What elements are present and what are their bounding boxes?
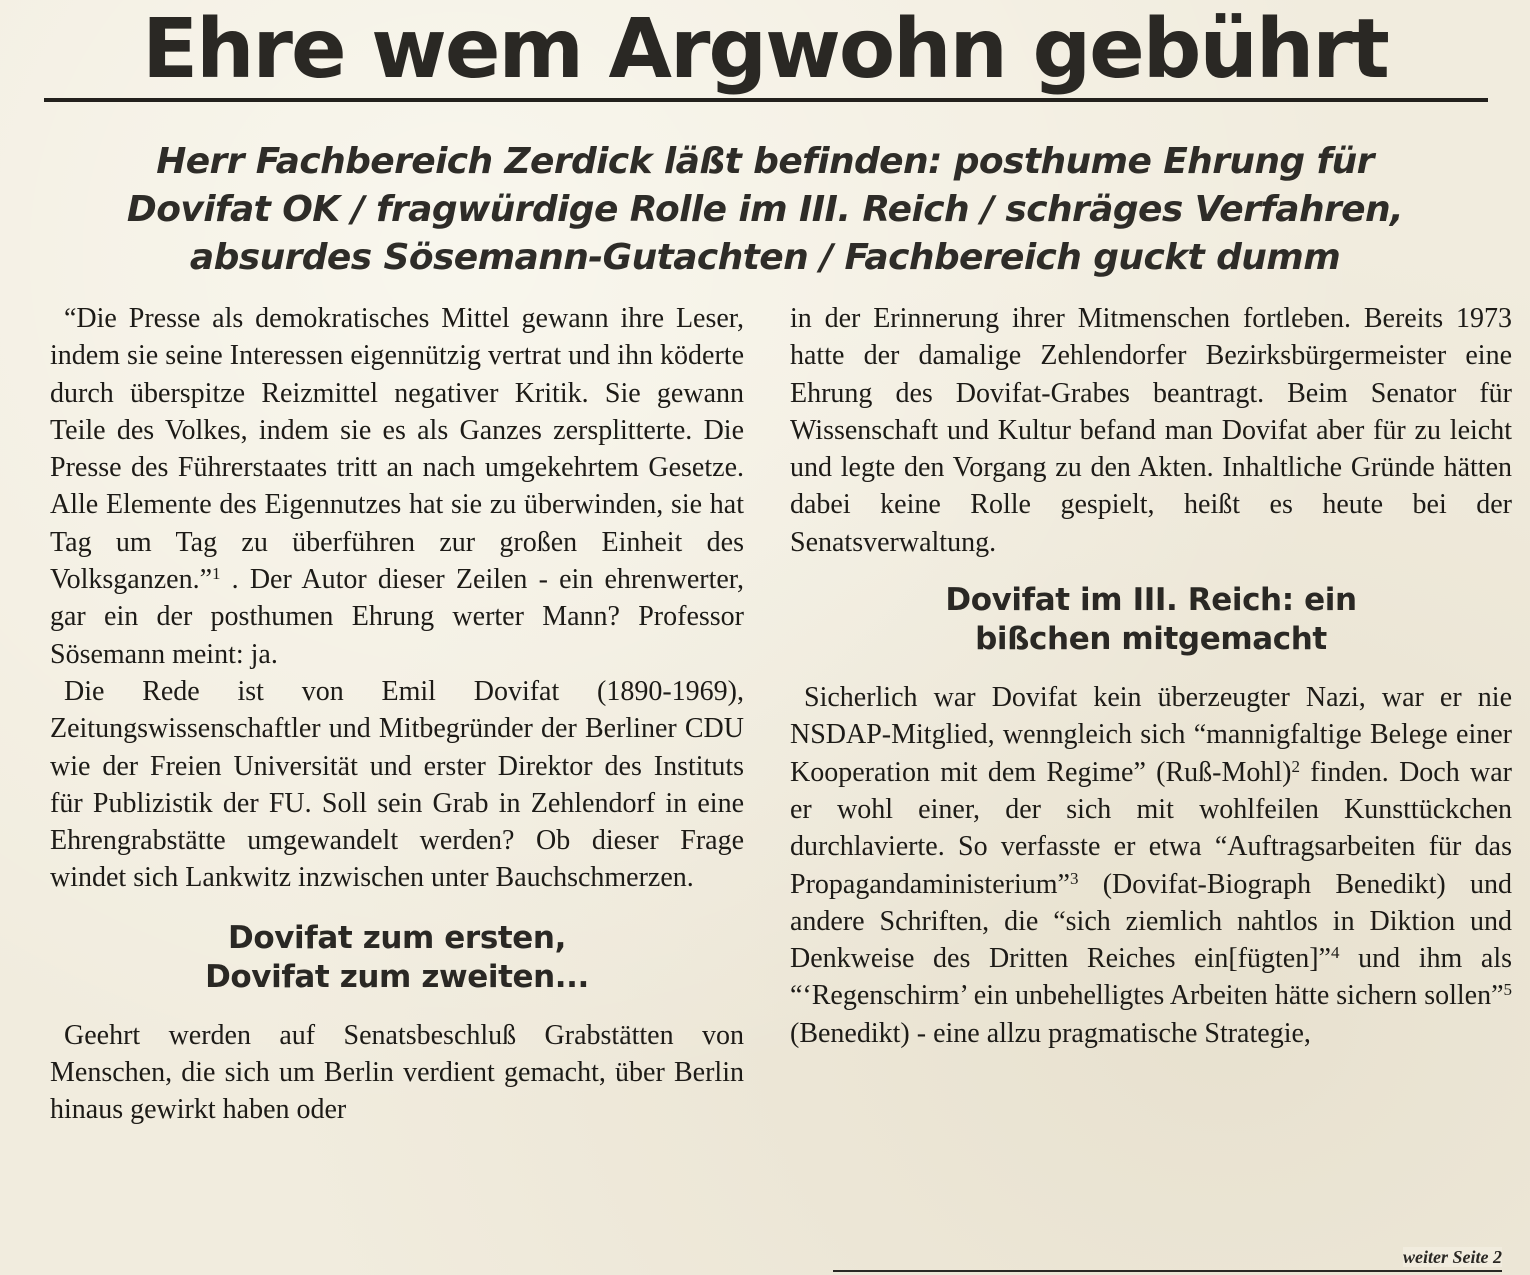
footnote-2: 2 bbox=[1291, 756, 1300, 776]
text-segment: Sicherlich war Dovifat kein überzeugter Nazi, war er nie NSDAP-Mitglied, wenngleich sich “mannigfaltige Belege einer Kooperation mit dem Regime” (Ruß-Mohl) bbox=[790, 682, 1512, 788]
footnote-1: 1 bbox=[212, 564, 221, 584]
footnote-4: 4 bbox=[1330, 943, 1340, 963]
headline: Ehre wem Argwohn gebührt bbox=[142, 2, 1388, 97]
paragraph-quote bbox=[50, 300, 744, 673]
paragraph-dovifat-intro: Die Rede ist von Emil Dovifat (1890-1969), Zeitungswissenschaftler und Mitbegründer der Berliner CDU wie der Freien Universität und erster Direktor des Instituts für Publizistik der FU. Soll sein Grab in Zehlendorf in eine Ehrengrabstätte umgewandelt werden? Ob dieser Frage windet sich Lankwitz inzwischen unter Bauchschmerzen. bbox=[50, 675, 744, 894]
paragraph-continuation: in der Erinnerung ihrer Mitmenschen fortleben. Bereits 1973 hatte der damalige Zehlendorfer Bezirksbürgermeister eine Ehrung des Dovifat-Grabes beantragt. Beim Senator für Wissenschaft und Kultur befand man Dovifat aber für zu leicht und legte den Vorgang zu den Akten. Inhaltliche Gründe hätten dabei keine Rolle gespielt, heißt es heute bei der Senatsverwaltung. bbox=[790, 303, 1512, 558]
text-segment: (Dovifat-Biograph Benedikt) und andere Schriften, die “sich ziemlich nahtlos in Diktion und Denkweise des Dritten Reiches ein[fügten]” bbox=[790, 868, 1512, 975]
subheadline bbox=[40, 138, 1490, 282]
text-segment: (Benedikt) - eine allzu pragmatische Strategie, bbox=[790, 1017, 1311, 1049]
quote-continuation: . Der Autor dieser Zeilen - ein ehrenwerter, gar ein der posthumen Ehrung werter Mann? Professor Sösemann meint: ja. bbox=[50, 564, 744, 670]
footnote-3: 3 bbox=[1069, 868, 1079, 888]
subheadline-line-3: absurdes Sösemann-Gutachten / Fachbereich guckt dumm bbox=[189, 237, 1341, 278]
right-column bbox=[790, 300, 1512, 1270]
continuation-reference bbox=[833, 1244, 1502, 1272]
headline-rule bbox=[44, 98, 1488, 102]
text-segment: und ihm als “‘Regenschirm’ ein unbehelligtes Arbeiten hätte sichern sollen” bbox=[790, 943, 1512, 1012]
quote-text: “Die Presse als demokratisches Mittel gewann ihre Leser, indem sie seine Interessen eigennützig vertrat und ihn köderte durch überspitze Reizmittel negativer Kritik. Sie gewann Teile des Volkes, indem sie es als Ganzes zersplitterte. Die Presse des Führerstaates tritt an nach umgekehrtem Gesetze. Alle Elemente des Eigennutzes hat sie zu überwinden, sie hat Tag um Tag zu überführen zur großen Einheit des Volksganzen.” bbox=[50, 303, 744, 596]
section-heading-2-line-2: bißchen mitgemacht bbox=[975, 621, 1327, 658]
subheadline-line-1: Herr Fachbereich Zerdick läßt befinden: posthume Ehrung für bbox=[156, 141, 1374, 182]
section-heading-1-line-1: Dovifat zum ersten, bbox=[228, 919, 566, 956]
footnote-5: 5 bbox=[1503, 980, 1512, 1000]
section-heading-1-line-2: Dovifat zum zweiten... bbox=[205, 958, 589, 995]
section-heading-2-line-1: Dovifat im III. Reich: ein bbox=[945, 582, 1357, 619]
continuation-text: weiter Seite 2 bbox=[1403, 1247, 1502, 1267]
subheadline-line-2: Dovifat OK / fragwürdige Rolle im III. Reich / schräges Verfahren, bbox=[126, 189, 1404, 230]
left-column bbox=[50, 300, 744, 1270]
paragraph-third-reich bbox=[790, 679, 1512, 1052]
text-segment: finden. Doch war er wohl einer, der sich mit wohlfeilen Kunsttückchen durchlavierte. So verfasste er etwa “Auftragsarbeiten für das Propagandaministerium” bbox=[790, 756, 1512, 900]
paragraph-senate: Geehrt werden auf Senatsbeschluß Grabstätten von Menschen, die sich um Berlin verdient gemacht, über Berlin hinaus gewirkt haben oder bbox=[50, 1019, 744, 1126]
